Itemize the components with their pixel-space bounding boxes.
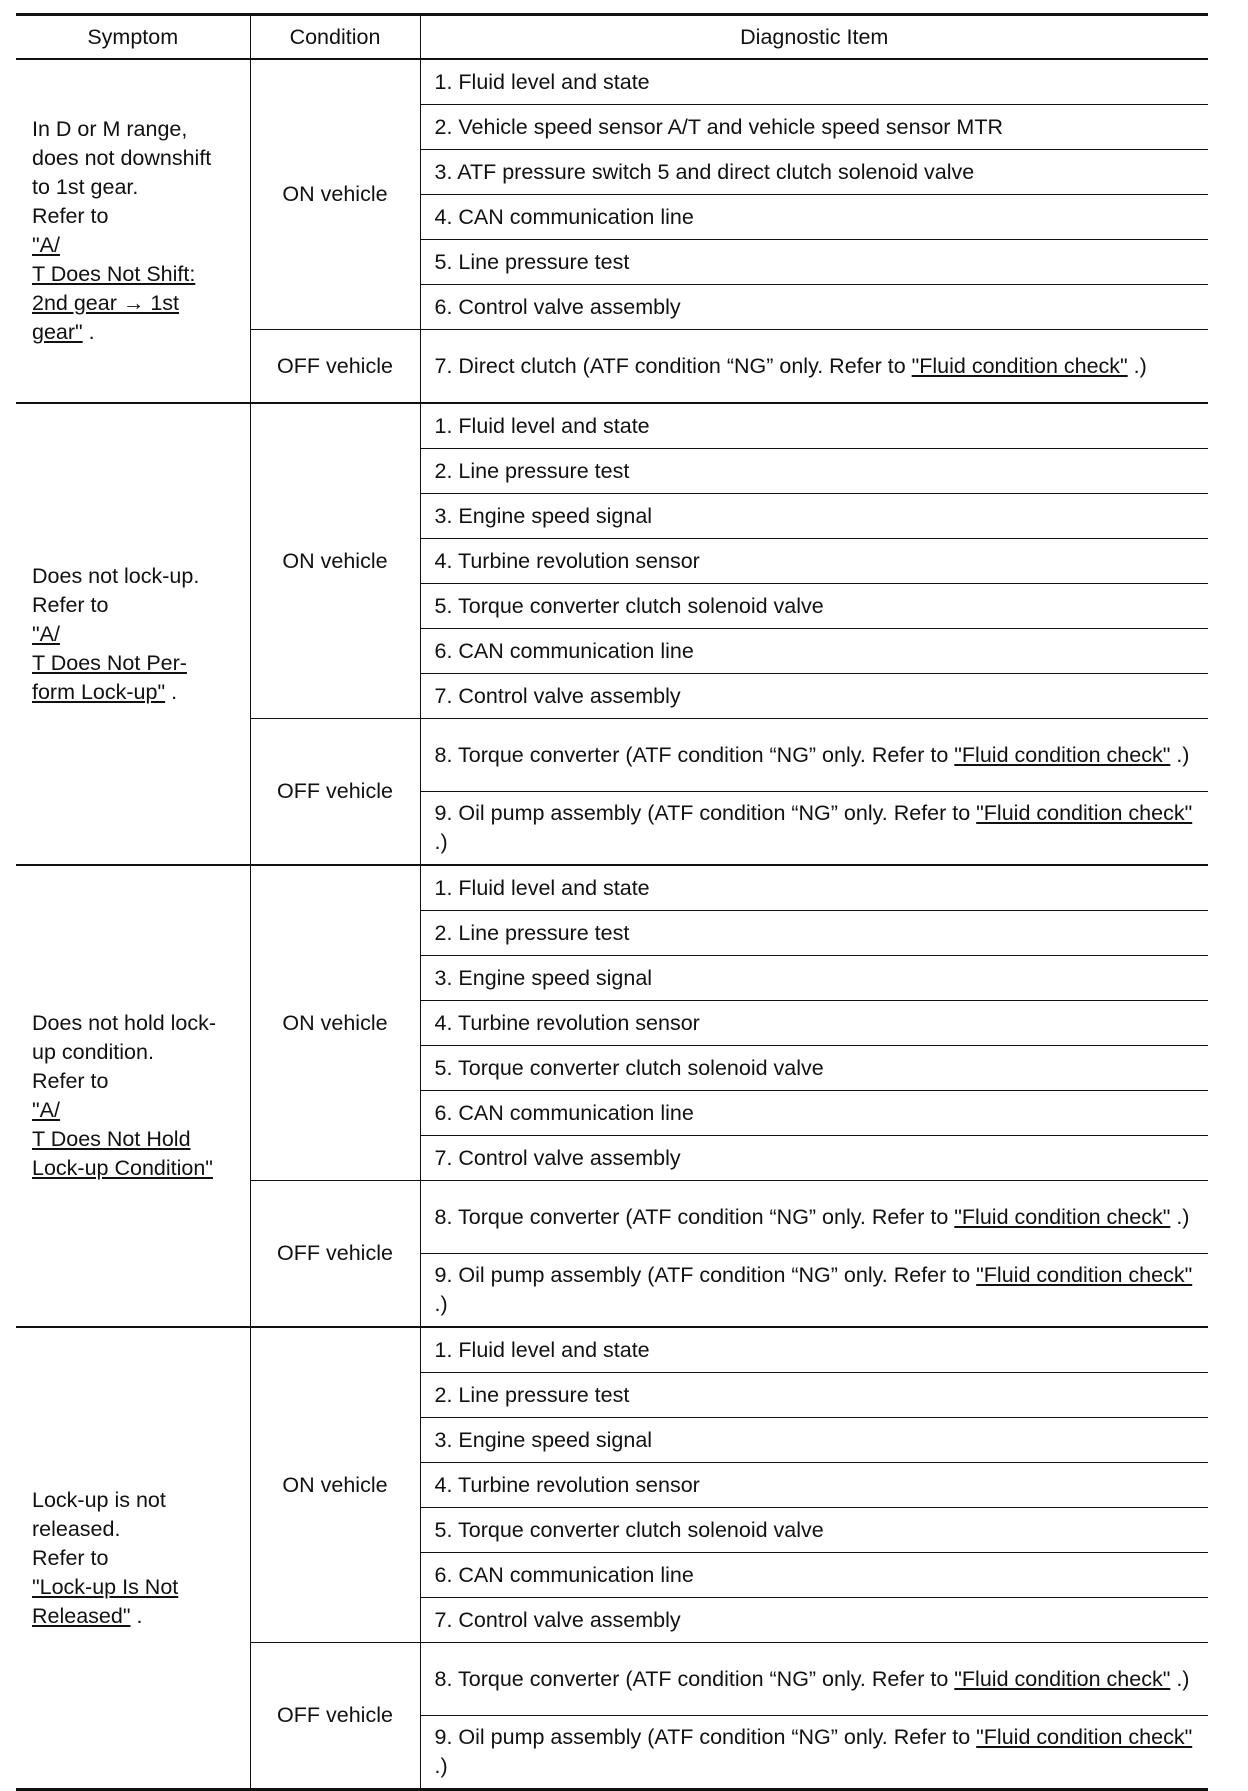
diagnostic-item: 1. Fluid level and state xyxy=(420,403,1208,449)
diagnostic-item: 4. Turbine revolution sensor xyxy=(420,1463,1208,1508)
diagnostic-tail: .) xyxy=(434,1292,448,1316)
diagnostic-text: 8. Torque converter (ATF condition “NG” only. Refer to xyxy=(434,1666,955,1691)
diagnostic-item: 1. Fluid level and state xyxy=(420,1327,1208,1373)
diagnostic-item: 2. Line pressure test xyxy=(420,449,1208,494)
diagnostic-item: 5. Line pressure test xyxy=(420,240,1208,285)
table-row xyxy=(16,403,1208,449)
table-row xyxy=(16,1327,1208,1373)
fluid-condition-check-link[interactable]: "Fluid condition check" xyxy=(954,742,1171,767)
symptom-group xyxy=(16,59,1208,403)
fluid-condition-check-link[interactable]: "Fluid condition check" xyxy=(954,1204,1171,1229)
symptom-text: Refer to xyxy=(32,592,109,617)
symptom-group xyxy=(16,403,1208,865)
condition-on-vehicle: ON vehicle xyxy=(250,403,420,719)
symptom-link-line xyxy=(32,260,244,289)
header-condition: Condition xyxy=(250,15,420,60)
symptom-suffix: . xyxy=(165,679,178,704)
diagnostic-text: 9. Oil pump assembly (ATF condition “NG” only. Refer to xyxy=(434,1725,977,1749)
diagnostic-item: 5. Torque converter clutch solenoid valve xyxy=(420,1508,1208,1553)
condition-on-vehicle: ON vehicle xyxy=(250,59,420,330)
symptom-link[interactable]: T Does Not Hold xyxy=(32,1127,191,1151)
diagnostic-item: 4. Turbine revolution sensor xyxy=(420,1001,1208,1046)
diagnostic-item xyxy=(420,1181,1208,1254)
diagnostic-item: 6. CAN communication line xyxy=(420,629,1208,674)
symptom-link-line xyxy=(32,1096,244,1125)
symptom-text: Refer to xyxy=(32,1069,109,1093)
diagnostic-item xyxy=(420,1716,1208,1790)
symptom-group xyxy=(16,865,1208,1327)
symptom-text: In D or M range, xyxy=(32,117,188,141)
symptom-link-line xyxy=(32,678,244,707)
symptom-text: Refer to xyxy=(32,1545,109,1570)
diagnostic-text: 8. Torque converter (ATF condition “NG” only. Refer to xyxy=(434,1204,955,1229)
diagnostic-item: 4. CAN communication line xyxy=(420,195,1208,240)
diagnostic-item: 5. Torque converter clutch solenoid valve xyxy=(420,584,1208,629)
condition-off-vehicle: OFF vehicle xyxy=(250,1643,420,1790)
diagnostic-item xyxy=(420,1254,1208,1328)
symptom-cell xyxy=(16,403,250,865)
table-row xyxy=(16,59,1208,105)
condition-off-vehicle: OFF vehicle xyxy=(250,1181,420,1328)
symptom-text: to 1st gear. xyxy=(32,175,139,199)
condition-on-vehicle: ON vehicle xyxy=(250,865,420,1181)
symptom-link-line xyxy=(32,1573,244,1602)
diagnostic-item: 1. Fluid level and state xyxy=(420,59,1208,105)
diagnostic-tail: .) xyxy=(1170,1204,1190,1229)
fluid-condition-check-link[interactable]: "Fluid condition check" xyxy=(976,1725,1193,1749)
fluid-condition-check-link[interactable]: "Fluid condition check" xyxy=(954,1666,1171,1691)
symptom-cell xyxy=(16,1327,250,1790)
symptom-link[interactable]: form Lock-up" xyxy=(32,679,166,704)
diagnostic-item: 7. Control valve assembly xyxy=(420,1598,1208,1643)
diagnostic-table xyxy=(16,13,1208,1791)
symptom-text: released. xyxy=(32,1516,121,1541)
symptom-text: Lock-up is not xyxy=(32,1487,166,1512)
diagnostic-item: 2. Vehicle speed sensor A/T and vehicle speed sensor MTR xyxy=(420,105,1208,150)
diagnostic-text: 7. Direct clutch (ATF condition “NG” only. Refer to xyxy=(434,353,912,378)
diagnostic-item: 2. Line pressure test xyxy=(420,1373,1208,1418)
symptom-link-line xyxy=(32,1602,244,1631)
condition-off-vehicle: OFF vehicle xyxy=(250,719,420,866)
fluid-condition-check-link[interactable]: "Fluid condition check" xyxy=(976,801,1193,825)
condition-on-vehicle: ON vehicle xyxy=(250,1327,420,1643)
header-symptom: Symptom xyxy=(16,15,250,60)
symptom-link[interactable]: Released" xyxy=(32,1603,131,1628)
symptom-link[interactable]: "A/ xyxy=(32,1098,60,1122)
table-row xyxy=(16,865,1208,911)
symptom-text: does not downshift xyxy=(32,146,212,170)
diagnostic-item xyxy=(420,719,1208,792)
diagnostic-text: 9. Oil pump assembly (ATF condition “NG” only. Refer to xyxy=(434,1263,977,1287)
symptom-link-line xyxy=(32,289,244,318)
symptom-link[interactable]: 2nd gear → 1st xyxy=(32,291,180,315)
symptom-link[interactable]: Lock-up Condition" xyxy=(32,1156,213,1180)
symptom-text: Does not lock-up. xyxy=(32,563,200,588)
diagnostic-item: 5. Torque converter clutch solenoid valve xyxy=(420,1046,1208,1091)
symptom-suffix: . xyxy=(82,320,95,344)
condition-off-vehicle: OFF vehicle xyxy=(250,330,420,404)
symptom-text: Refer to xyxy=(32,204,109,228)
diagnostic-tail: .) xyxy=(434,830,448,854)
diagnostic-item: 6. CAN communication line xyxy=(420,1553,1208,1598)
symptom-link[interactable]: T Does Not Shift: xyxy=(32,262,196,286)
symptom-cell xyxy=(16,865,250,1327)
diagnostic-tail: .) xyxy=(1170,1666,1190,1691)
diagnostic-item xyxy=(420,1643,1208,1716)
symptom-link-line xyxy=(32,1154,244,1183)
symptom-cell xyxy=(16,59,250,403)
symptom-link-line xyxy=(32,1125,244,1154)
symptom-text: up condition. xyxy=(32,1040,154,1064)
symptom-link[interactable]: "A/ xyxy=(32,621,60,646)
symptom-group xyxy=(16,1327,1208,1790)
symptom-link-line xyxy=(32,231,244,260)
symptom-link-line xyxy=(32,318,244,347)
diagnostic-text: 9. Oil pump assembly (ATF condition “NG” only. Refer to xyxy=(434,801,977,825)
header-row xyxy=(16,15,1208,60)
diagnostic-item xyxy=(420,330,1208,404)
diagnostic-item: 3. ATF pressure switch 5 and direct clutch solenoid valve xyxy=(420,150,1208,195)
diagnostic-item: 1. Fluid level and state xyxy=(420,865,1208,911)
symptom-link[interactable]: "Lock-up Is Not xyxy=(32,1574,179,1599)
header-diagnostic-item: Diagnostic Item xyxy=(420,15,1208,60)
diagnostic-text: 8. Torque converter (ATF condition “NG” only. Refer to xyxy=(434,742,955,767)
diagnostic-item: 6. CAN communication line xyxy=(420,1091,1208,1136)
diagnostic-tail: .) xyxy=(1127,353,1147,378)
diagnostic-tail: .) xyxy=(434,1754,448,1778)
diagnostic-tail: .) xyxy=(1170,742,1190,767)
symptom-text: Does not hold lock- xyxy=(32,1011,217,1035)
diagnostic-item: 7. Control valve assembly xyxy=(420,1136,1208,1181)
fluid-condition-check-link[interactable]: "Fluid condition check" xyxy=(976,1263,1193,1287)
symptom-link-line xyxy=(32,649,244,678)
symptom-link-line xyxy=(32,620,244,649)
symptom-link[interactable]: "A/ xyxy=(32,233,60,257)
diagnostic-item: 7. Control valve assembly xyxy=(420,674,1208,719)
symptom-link[interactable]: T Does Not Per- xyxy=(32,650,187,675)
symptom-link[interactable]: gear" xyxy=(32,320,83,344)
fluid-condition-check-link[interactable]: "Fluid condition check" xyxy=(911,353,1128,378)
diagnostic-item: 3. Engine speed signal xyxy=(420,494,1208,539)
symptom-suffix: . xyxy=(130,1603,143,1628)
diagnostic-item: 4. Turbine revolution sensor xyxy=(420,539,1208,584)
diagnostic-item: 3. Engine speed signal xyxy=(420,1418,1208,1463)
diagnostic-item: 3. Engine speed signal xyxy=(420,956,1208,1001)
diagnostic-item: 6. Control valve assembly xyxy=(420,285,1208,330)
diagnostic-item: 2. Line pressure test xyxy=(420,911,1208,956)
diagnostic-item xyxy=(420,792,1208,866)
